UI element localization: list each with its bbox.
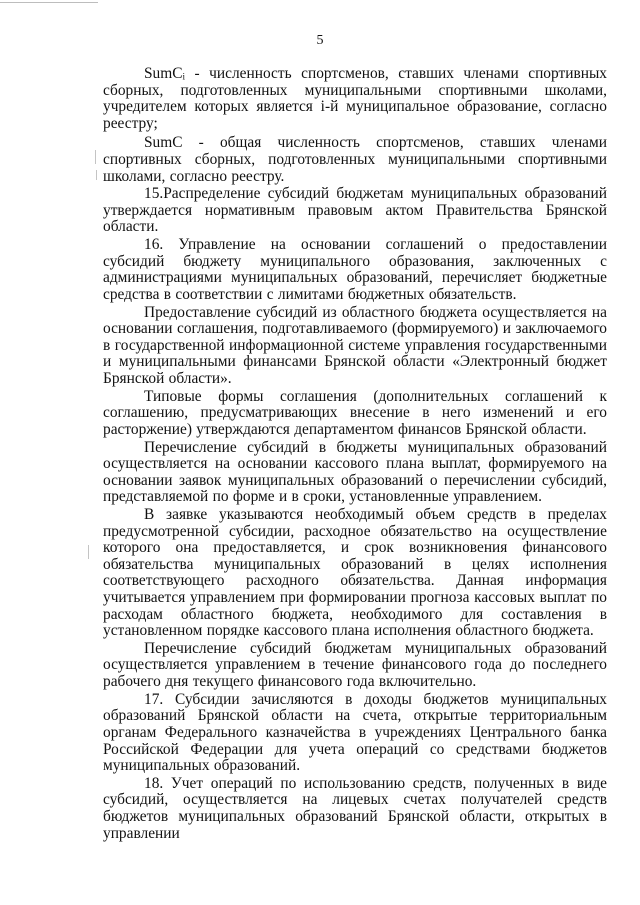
document-body <box>103 66 607 843</box>
page-number: 5 <box>316 33 324 48</box>
paragraph-agreement: Предоставление субсидий из областного бюджета осуществляется на основании соглашения, подготавливаемого (формируемого) и заключаемого в государственной информационной системе управления государственными и муниципальными финансами Брянской области «Электронный бюджет Брянской области». <box>103 303 607 387</box>
paragraph-application: В заявке указываются необходимый объем средств в пределах предусмотренной субсидии, расходное обязательство на осуществление которого она предоставляется, и срок возникновения финансового обязательства муниципальных образований в целях исполнения соответствующего расходного обязательства. Данная информация учитывается управлением при формировании прогноза кассовых выплат по расходам областного бюджета, необходимого для составления в установленном порядке кассового плана исполнения областного бюджета. <box>103 506 607 640</box>
margin-mark <box>96 170 97 180</box>
paragraph-transfer-basis: Перечисление субсидий в бюджеты муниципальных образований осуществляется на основании кассового плана выплат, формируемого на основании заявок муниципальных образований о перечислении субсидий, представляемой по форме и в сроки, установленные управлением. <box>103 438 607 506</box>
paragraph-sumci-definition: SumCᵢ - численность спортсменов, ставших членами спортивных сборных, подготовленных муниципальными спортивными школами, учредителем которых является i-й муниципальное образование, согласно реестру; <box>103 65 607 132</box>
paragraph-sumc-definition: SumC - общая численность спортсменов, ставших членами спортивных сборных, подготовленных муниципальными спортивными школами, согласно реестру. <box>103 134 607 185</box>
scan-artifact-line <box>0 2 98 3</box>
paragraph-standard-forms: Типовые формы соглашения (дополнительных соглашений к соглашению, предусматривающих внесение в него изменений и его расторжение) утверждаются департаментом финансов Брянской области. <box>103 387 607 438</box>
paragraph-item-17: 17. Субсидии зачисляются в доходы бюджетов муниципальных образований Брянской области на счета, открытые территориальным органам Федерального казначейства в учреждениях Центрального банка Российской Федерации для учета операций со средствами бюджетов муниципальных образований. <box>103 690 607 775</box>
paragraph-item-16: 16. Управление на основании соглашений о предоставлении субсидий бюджету муниципального образования, заключенных с администрациями муниципальных образований, перечисляет бюджетные средства в соответствии с лимитами бюджетных обязательств. <box>103 236 607 303</box>
margin-mark <box>95 150 96 164</box>
paragraph-item-18: 18. Учет операций по использованию средств, полученных в виде субсидий, осуществляется на лицевых счетах получателей средств бюджетов муниципальных образований Брянской области, открытых в управлении <box>103 774 607 842</box>
margin-mark <box>88 545 89 559</box>
paragraph-transfer-timing: Перечисление субсидий бюджетам муниципальных образований осуществляется управлением в течение финансового года до последнего рабочего дня текущего финансового года включительно. <box>103 639 607 691</box>
paragraph-item-15: 15.Распределение субсидий бюджетам муниципальных образований утверждается нормативным правовым актом Правительства Брянской области. <box>103 185 607 236</box>
